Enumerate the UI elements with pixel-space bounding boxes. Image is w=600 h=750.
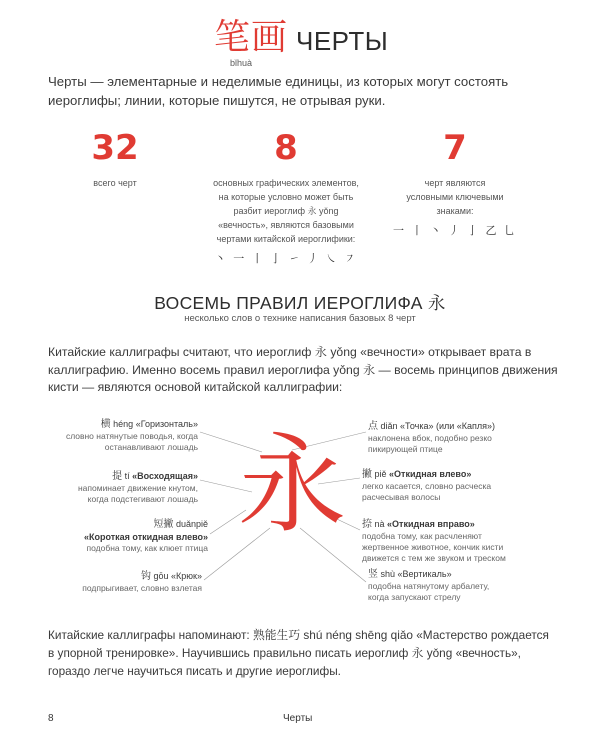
rule-pinyin: shù: [380, 569, 396, 579]
rule-hook: [64, 570, 202, 594]
rule-hanzi: 竖: [368, 569, 378, 580]
rule-name: «Точка» (или «Капля»): [400, 421, 496, 431]
rule-hanzi: 点: [368, 421, 378, 432]
rule-desc: подобна тому, как клюет птица: [86, 543, 208, 553]
footer-section-name: Черты: [283, 713, 313, 724]
rule-left-falling: [362, 468, 512, 503]
rule-pinyin: piě: [374, 469, 387, 479]
rule-hanzi: 捺: [362, 519, 372, 530]
stroke-list: 一 丨 丶 丿 亅 乙 乚: [393, 224, 517, 237]
stat-number: 7: [443, 128, 467, 168]
rule-name: «Горизонталь»: [135, 419, 198, 429]
rule-rising: [64, 470, 198, 505]
rule-hanzi: 提: [112, 471, 123, 482]
section-subtitle: несколько слов о технике написания базовых 8 черт: [184, 313, 416, 324]
rule-hanzi: 短撇: [153, 519, 174, 530]
rule-name: «Откидная влево»: [389, 469, 472, 479]
rule-desc: легко касается, словно расческа расчесывая волосы: [362, 481, 492, 502]
rule-hanzi: 撇: [362, 469, 372, 480]
rule-name: «Восходящая»: [132, 471, 198, 481]
rule-hanzi: 横: [100, 419, 111, 430]
yong-character: 永: [237, 423, 346, 548]
section-title: ВОСЕМЬ ПРАВИЛ ИЕРОГЛИФА 永: [154, 293, 446, 313]
rule-desc: наклонена вбок, подобно резко пикирующей птице: [368, 433, 492, 454]
rule-desc: напоминает движение кнутом, когда подстегивают лошадь: [77, 483, 198, 504]
section-paragraph: Китайские каллиграфы считают, что иероглиф 永 yǒng «вечности» открывает врата в каллиграфию. Именно восемь правил иероглифа yǒng 永 — восемь принципов движения кисти — являются основой китайской каллиграфии:: [48, 345, 558, 394]
intro-paragraph: Черты — элементарные и неделимые единицы, из которых могут состоять иероглифы; линии, которые пишутся, не отрывая руки.: [48, 74, 509, 108]
rule-horizontal: [64, 418, 198, 453]
header-pinyin: bǐhuà: [230, 58, 253, 68]
rule-pinyin: duǎnpiě: [175, 519, 208, 529]
stat-caption: всего черт: [93, 178, 137, 188]
stat-number: 8: [274, 128, 298, 168]
rule-hanzi: 钩: [140, 571, 151, 582]
page-title: ЧЕРТЫ: [296, 26, 389, 56]
header-hanzi: 笔画: [214, 17, 289, 58]
rule-pinyin: héng: [113, 419, 134, 429]
rule-short-left-falling: [64, 518, 208, 554]
page-number: 8: [48, 713, 54, 724]
rule-dot: [368, 420, 518, 455]
rule-desc: подпрыгивает, словно взлетая: [82, 583, 202, 593]
rule-pinyin: diǎn: [380, 421, 398, 431]
rule-desc: словно натянутые поводья, когда останавливают лошадь: [65, 431, 198, 452]
stat-caption: основных графических элементов, на которые условно может быть разбит иероглиф 永 yǒng «вечность», являются базовыми чертами китайской иероглифики:: [213, 178, 359, 244]
rule-name: «Откидная вправо»: [387, 519, 475, 529]
rule-desc: подобна натянутому арбалету, когда запускают стрелу: [368, 581, 490, 602]
rule-vertical: [368, 568, 518, 603]
rule-pinyin: gōu: [153, 571, 169, 581]
stroke-list: 丶 一 丨 亅 ㇀ 丿 ㇏ ㇇: [214, 252, 358, 265]
rule-name: «Вертикаль»: [397, 569, 452, 579]
rule-right-falling: [362, 518, 522, 564]
rule-name: «Короткая откидная влево»: [84, 532, 208, 542]
stat-caption: черт являются условными ключевыми знаками:: [406, 178, 504, 216]
rule-desc: подобна тому, как расчленяют жертвенное животное, кончик кисти движется с тем же звуком и треском: [362, 531, 506, 563]
closing-paragraph: Китайские каллиграфы напоминают: 熟能生巧 shú néng shēng qiǎo «Мастерство рождается в упорной тренировке». Научившись правильно писать иероглиф 永 yǒng «вечность», гораздо легче научиться писать и другие иероглифы.: [48, 628, 549, 678]
rule-name: «Крюк»: [171, 571, 202, 581]
rule-pinyin: nà: [374, 519, 385, 529]
rule-pinyin: tí: [124, 471, 130, 481]
stat-number: 32: [91, 128, 139, 168]
